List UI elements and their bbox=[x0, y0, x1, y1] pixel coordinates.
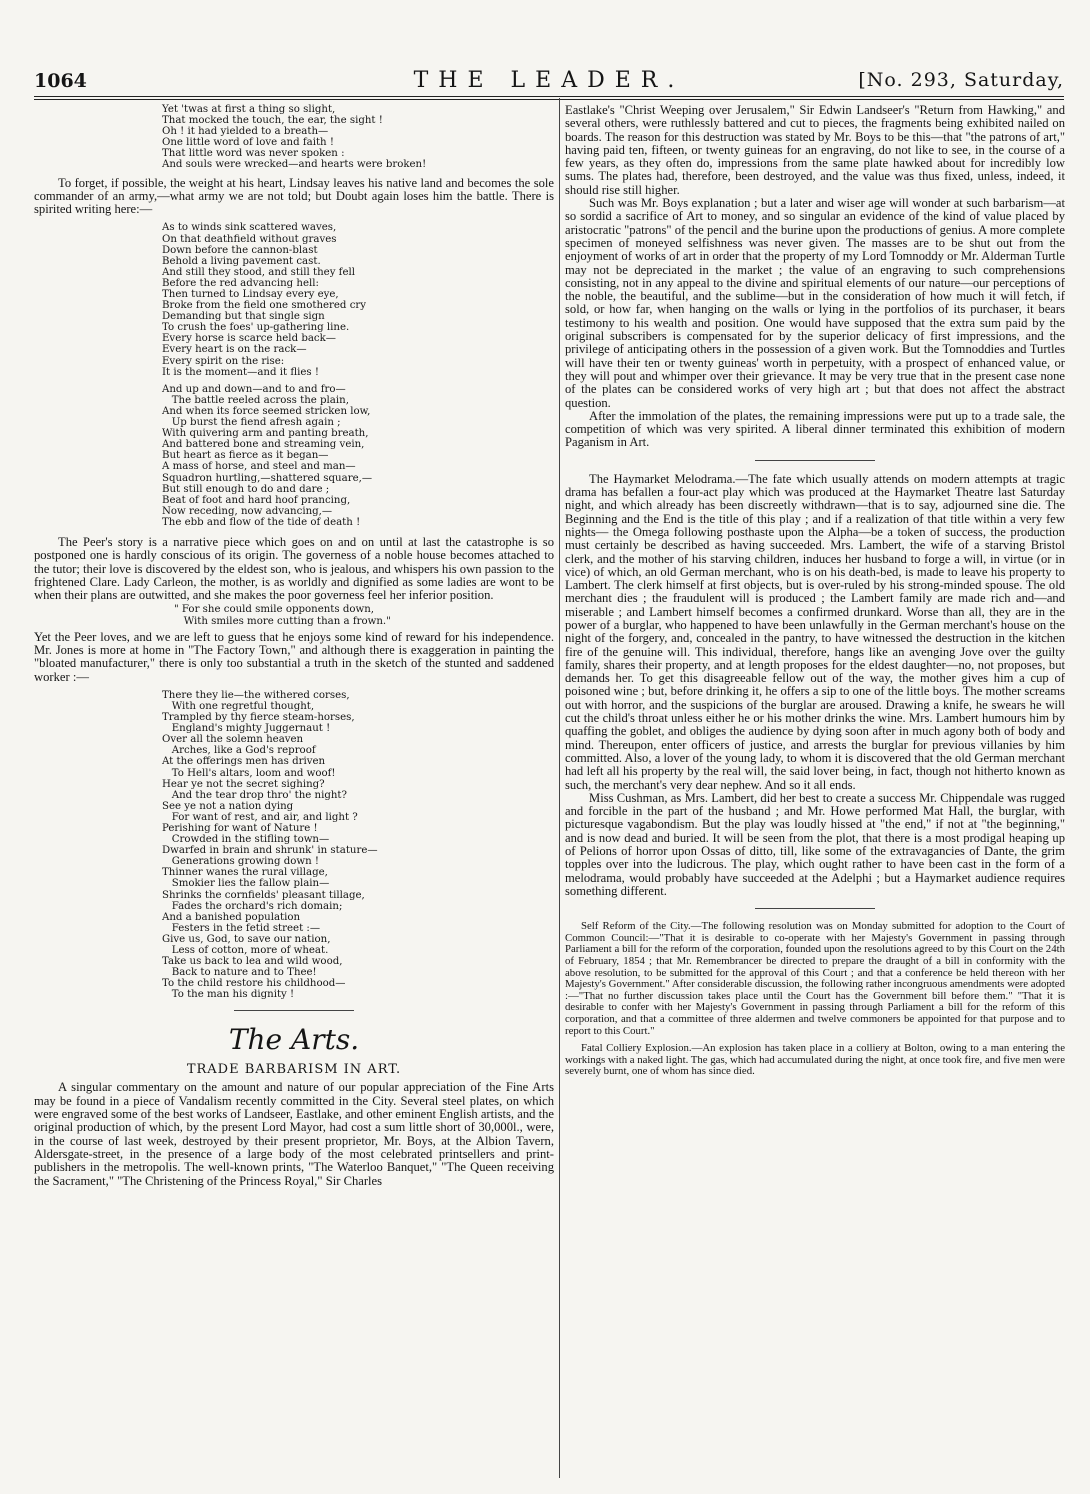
page-number: 1064 bbox=[34, 70, 87, 92]
section-divider bbox=[755, 460, 875, 461]
poem-excerpt-4: There they lie—the withered corses, With one regretful thought, Trampled by thy fierce steam-horses, England's mighty Juggernaut ! Over all the solemn heaven Arches, like a God's reproof At the offerings men has driven To Hell's altars, loom and woof! Hear ye not the secret sighing? And the tear drop thro' the night? See ye not a nation dying For want of rest, and air, and light ? Perishing for want of Nature ! Crowded in the stifling town— Dwarfed in brain and shrunk' in stature— Generations growing down ! Thinner wanes the rural village, Smokier lies the fallow plain— Shrinks the cornfields' pleasant tillage, Fades the orchard's rich domain; And a banished population Festers in the fetid street :— Give us, God, to save our nation, Less of cotton, more of wheat. Take us back to lea and wild wood, Back to nature and to Thee! To the child restore his childhood— To the man his dignity ! bbox=[162, 689, 378, 1001]
issue-label: [No. 293, Saturday, bbox=[858, 69, 1064, 91]
article-title: TRADE BARBARISM IN ART. bbox=[186, 1062, 402, 1078]
page-header bbox=[34, 66, 1064, 94]
poem-excerpt-1: Yet 'twas at first a thing so slight, That mocked the touch, the ear, the sight ! Oh ! it had yielded to a breath— One little word of love and faith ! That little word was never spoken : And souls were wrecked—and hearts were broken! bbox=[162, 104, 427, 171]
paragraph: To forget, if possible, the weight at his heart, Lindsay leaves his native land and becomes the sole commander of an army,—what army we are not told; but Doubt again loses him the battle. There is spirited writing here:— bbox=[34, 175, 554, 217]
section-heading: The Arts. bbox=[228, 1023, 360, 1057]
paragraph: Eastlake's "Christ Weeping over Jerusalem," Sir Edwin Landseer's "Return from Hawking," and several others, were ruthlessly battered and cut to pieces, the fragments being exhibited nailed on boards. The reason for this destruction was stated by Mr. Boys to be this—that "the patrons of art," having paid ten, fifteen, or twenty guineas for an engraving, do not like to see, in the course of a few years, as they often do, impressions from the same plate hawked about for incredibly low sums. The plates had, therefore, been destroyed, and the value was thus fixed, unless, indeed, it should rise still higher. bbox=[565, 103, 1065, 197]
paragraph: A singular commentary on the amount and nature of our popular appreciation of the Fine Arts may be found in a piece of Vandalism recently committed in the City. Several steel plates, on which were engraved some of the best works of Landseer, Eastlake, and other eminent English artists, and the original production of which, by the present Lord Mayor, had cost a sum little short of 30,000l., were, in the course of last week, destroyed by their present proprietor, Mr. Boys, at the Albion Tavern, Aldersgate-street, in the presence of a large body of the most celebrated printsellers and print-publishers in the metropolis. The well-known prints, "The Waterloo Banquet," "The Queen receiving the Sacrament," "The Christening of the Princess Royal," Sir Charles bbox=[34, 1080, 554, 1188]
right-column bbox=[565, 104, 1065, 1078]
poem-excerpt-2: As to winds sink scattered waves, On that deathfield without graves Down before the cannon-blast Behold a living pavement cast. And still they stood, and still they fell Before the red advancing hell: Then turned to Lindsay every eye, Broke from the field one smothered cry Demanding but that single sign To crush the foes' up-gathering line. Every horse is scarce held back— Every heart is on the rack— Every spirit on the rise: It is the moment—and it flies ! bbox=[162, 222, 367, 378]
left-column bbox=[34, 104, 554, 1188]
header-rule-2 bbox=[34, 99, 1064, 100]
paragraph: After the immolation of the plates, the remaining impressions were put up to a trade sale, the competition of which was very spirited. A liberal dinner terminated this exhibition of modern Paganism in Art. bbox=[565, 408, 1065, 450]
poem-excerpt-3: And up and down—and to and fro— The battle reeled across the plain, And when its force seemed stricken low, Up burst the fiend afresh again ; With quivering arm and panting breath, And battered bone and streaming vein, But heart as fierce as it began— A mass of horse, and steel and man— Squadron hurtling,—shattered square,— But still enough to do and dare ; Beat of foot and hard hoof prancing, Now receding, now advancing,— The ebb and flow of the tide of death ! bbox=[162, 383, 373, 528]
paragraph: Yet the Peer loves, and we are left to guess that he enjoys some kind of reward for his independence. Mr. Jones is more at home in "The Factory Town," and although there is exaggeration in painting the "bloated manufacturer," there is only too substantial a truth in the sketch of the stunted and saddened worker :— bbox=[34, 629, 554, 684]
section-divider bbox=[755, 908, 875, 909]
paragraph: Miss Cushman, as Mrs. Lambert, did her best to create a success Mr. Chippendale was rugged and forcible in the part of the husband ; and Mr. Howe performed Mat Hall, the burglar, with picturesque vagabondism. But the play was loudly hissed at "the end," if not at "the beginning," and is now dead and buried. It will be seen from the plot, that there is a most prodigal heaping up of Pelions of horror upon Ossas of ditto, till, like some of the extravagancies of Dante, the grim topples over into the ludicrous. The play, which ought rather to have been cast in the form of a melodrama, would probably have succeeded at the Adelphi ; but a Haymarket audience requires something different. bbox=[565, 790, 1065, 898]
quotation: " For she could smile opponents down, With smiles more cutting than a frown." bbox=[174, 604, 391, 627]
paragraph: The Peer's story is a narrative piece which goes on and on until at last the catastrophe is so postponed one is hardly conscious of its origin. The governess of a noble house becomes attached to the tutor; their love is discovered by the eldest son, who is jealous, and whispers his own passion to the frightened Clare. Lady Carleon, the mother, is as worldly and dignified as some ladies are wont to be when their plans are outwitted, and she makes the poor governess feel her inferior position. bbox=[34, 534, 554, 603]
masthead-title: THE LEADER. bbox=[413, 68, 685, 93]
paragraph: The Haymarket Melodrama.—The fate which usually attends on modern attempts at tragic drama has befallen a four-act play which was produced at the Haymarket Theatre last Saturday night, and which already has been discreetly withdrawn—that is to say, adjourned sine die. The Beginning and the End is the title of this play ; and if a realization of that title within a very few nights— the Omega following posthaste upon the Alpha—be a token of success, the production must certainly be described as having succeeded. Mrs. Lambert, the wife of a starving Bristol clerk, and the mother of his starving children, induces her husband to forge a will, in virtue (or in vice) of which, an old German merchant, who is on his death-bed, is made to leave his property to Lambert. The clerk himself at first objects, but is over-ruled by his strong-minded spouse. The old merchant dies ; the fraudulent will is produced ; the Lambert family are made rich and—and miserable ; and Lambert himself becomes a confirmed drunkard. Worse than all, they are in the power of a burglar, who happened to have been unlawfully in the German merchant's house on the night of the forgery, and, concealed in the pantry, to have witnessed the destruction in the kitchen fire of the genuine will. This individual, therefore, hangs like an avenging Jove over the guilty family, shares their property, and at length proposes for the eldest daughter—no, not proposes, but demands her. To get this disagreeable fellow out of the way, the mother gives him a cup of poisoned wine ; but, before drinking it, he offers a sip to one of the little boys. The mother screams out with horror, and the suspicions of the burglar are aroused. Drawing a knife, he swears he will cut the child's throat unless either he or his mother drinks the wine. Mrs. Lambert humours him by quaffing the goblet, and obliges the audience by dying soon after in much agony both of body and mind. Thereupon, enter officers of justice, and arrests the burglar for previous villanies by him committed. Also, a lover of the young lady, to whom it is discovered that the old German merchant had left all his property by the real will, the said lover being, in fact, though not hitherto known as such, the merchant's very dear nephew. And so it all ends. bbox=[565, 471, 1065, 792]
news-item: Fatal Colliery Explosion.—An explosion has taken place in a colliery at Bolton, owing to a man entering the workings with a naked light. The gas, which had accumulated during the night, at once took fire, and five men were severely burnt, one of whom has since died. bbox=[565, 1042, 1065, 1078]
section-divider bbox=[234, 1010, 354, 1011]
news-item: Self Reform of the City.—The following resolution was on Monday submitted for adoption to the Court of Common Council:—"That it is desirable to co-operate with her Majesty's Government in passing through Parliament a bill for the reform of the corporation, founded upon the resolutions agreed to by this Court on the 24th of February, 1854 ; that Mr. Remembrancer be directed to prepare the draught of a bill in conformity with the above resolution, to be submitted for the approval of this Court ; and that a conference be held thereon with her Majesty's Government." After considerable discussion, the following rather incongruous amendments were adopted :—"That no further discussion takes place until the Court has the Government bill before them." "That it is desirable to confer with her Majesty's Government in passing through Parliament a bill for the reform of this corporation, and that a committee of three aldermen and twelve commoners be appointed for that purpose and to report to this Court." bbox=[565, 920, 1065, 1037]
paragraph: Such was Mr. Boys explanation ; but a later and wiser age will wonder at such barbarism—at so sordid a sacrifice of Art to money, and so singular an evidence of the kind of value placed by aristocratic "patrons" of the pencil and the burine upon the productions of genius. A more complete specimen of moneyed selfishness was never given. The masses are to be shut out from the enjoyment of works of art in order that the property of my Lord Tomnoddy or Mr. Alderman Turtle may not be depreciated in the market ; the value of an engraving to such comprehensions consisting, not in any appeal to the divine and spiritual elements of our nature—our perceptions of the noble, the beautiful, and the sublime—but in the consideration of how much it will fetch, if sold, or how far, when hanging on the walls or lying in the portfolios of its purchaser, it bears testimony to his wealth and position. One would have supposed that the extra sum paid by the original subscribers is compensated for by the superior delicacy of first impressions, and the privilege of anticipating others in the possession of a given work. But the Tomnoddies and Turtles will have their ten or twenty guineas' worth in perpetuity, with a prospect of enhanced value, or they will pout and whimper over their grievance. It may be very true that in the present case none of the plates can be considered works of very high art ; but that does not affect the abstract question. bbox=[565, 196, 1065, 410]
column-divider bbox=[559, 98, 560, 1478]
header-rule bbox=[34, 96, 1064, 97]
